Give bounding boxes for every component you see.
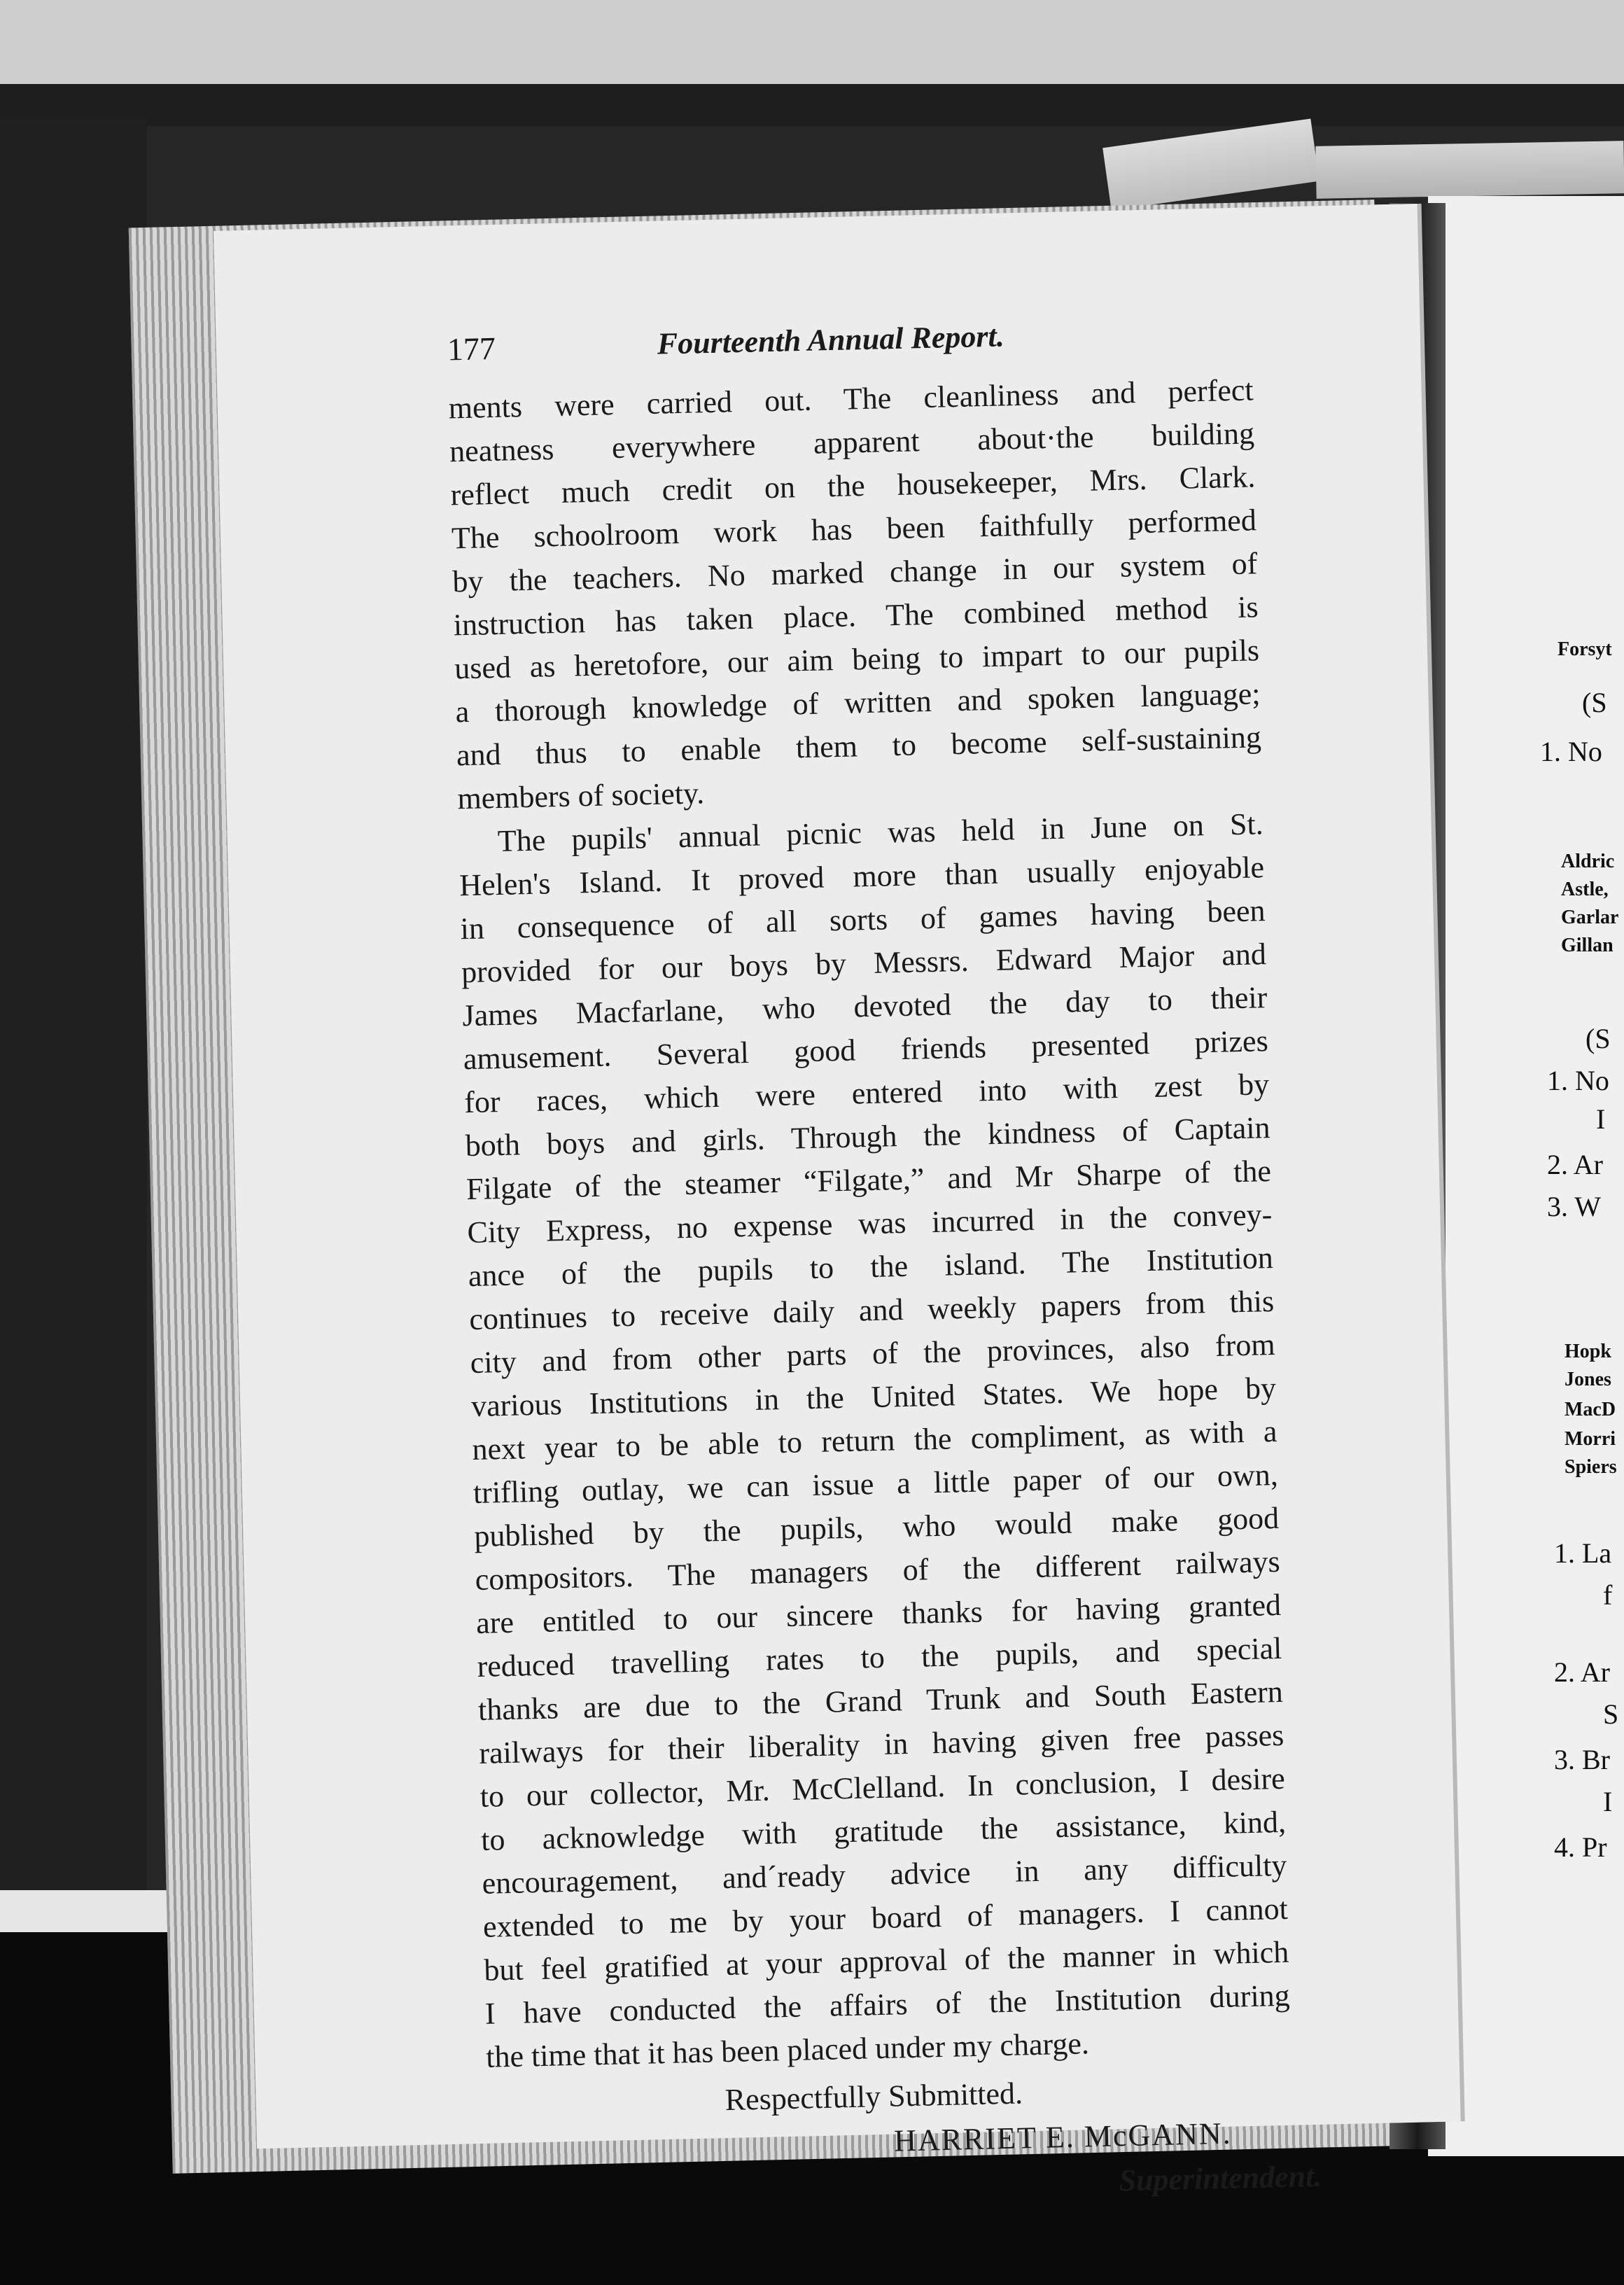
text-line: are entitled to our sincere thanks for having granted (475, 1587, 1282, 1640)
text-line: ments were carried out. The cleanliness and perfect (448, 372, 1254, 426)
text-line: thanks are due to the Grand Trunk and South Eastern (477, 1674, 1284, 1727)
right-fragment: Morri (1564, 1428, 1616, 1450)
text-line: by the teachers. No marked change in our system of (451, 546, 1258, 599)
right-fragment: Forsyt (1558, 638, 1612, 660)
right-fragment: 2. Ar (1554, 1656, 1610, 1688)
text-line: The pupils' annual picnic was held in June on St. (497, 806, 1264, 859)
text-line: railways for their liberality in having given free passes (478, 1717, 1284, 1770)
right-fragment: Astle, (1561, 879, 1609, 900)
text-line: and thus to enable them to become self-sustaining (456, 720, 1262, 773)
text-line: Filgate of the steamer “Filgate,” and Mr Sharpe of the (465, 1154, 1272, 1207)
text-line: amusement. Several good friends presented prizes (463, 1023, 1269, 1077)
right-fragment: f (1603, 1579, 1613, 1611)
text-line: ance of the pupils to the island. The Institution (468, 1241, 1274, 1294)
right-fragment: Gillan (1561, 935, 1614, 956)
text-line: but feel gratified at your approval of the manner in which (483, 1934, 1289, 1987)
text-line: instruction has taken place. The combined method is (453, 589, 1259, 643)
text-line: to our collector, Mr. McClelland. In conclusion, I desire (479, 1761, 1286, 1814)
text-line: for races, which were entered into with zest by (463, 1067, 1270, 1120)
text-line: both boys and girls. Through the kindness of Captain (465, 1110, 1270, 1164)
page-number: 177 (447, 330, 496, 368)
text-line: members of society. (456, 776, 705, 816)
page-content (447, 312, 1322, 2217)
right-fragment: Hopk (1564, 1341, 1611, 1362)
right-fragment: 3. W (1547, 1191, 1602, 1222)
top-dark-strip (0, 84, 1624, 126)
right-fragment: 4. Pr (1554, 1831, 1607, 1863)
running-head: Fourteenth Annual Report. (657, 319, 1005, 361)
text-line: in consequence of all sorts of games having been (460, 893, 1266, 946)
right-fragment: Aldric (1561, 851, 1615, 872)
text-line: used as heretofore, our aim being to impart to our pupils (454, 633, 1260, 686)
text-line: next year to be able to return the compliment, as with a (472, 1413, 1278, 1467)
right-fragment: 2. Ar (1547, 1149, 1603, 1180)
closing-salutation: Respectfully Submitted. (724, 2076, 1023, 2118)
right-fragment: I (1596, 1103, 1606, 1135)
text-line: I have conducted the affairs of the Institution during (484, 1978, 1291, 2031)
left-page (214, 204, 1461, 2198)
right-fragment: Jones (1564, 1369, 1611, 1390)
text-line: reflect much credit on the housekeeper, Mrs. Clark. (450, 459, 1256, 512)
text-line: various Institutions in the United States. We hope by (470, 1370, 1277, 1424)
text-line: neatness everywhere apparent about·the building (449, 416, 1255, 469)
text-line: provided for our boys by Messrs. Edward Major and (461, 937, 1267, 990)
text-line: City Express, no expense was incurred in the convey- (466, 1197, 1273, 1250)
right-fragment: 1. No (1540, 736, 1602, 767)
right-fragment: Garlar (1561, 907, 1619, 928)
right-fragment: (S (1582, 687, 1607, 718)
bookmark-ribbon-right (1315, 141, 1624, 199)
text-line: The schoolroom work has been faithfully performed (451, 503, 1257, 556)
signatory-name: HARRIET E. McGANN. (893, 2116, 1233, 2158)
text-line: James Macfarlane, who devoted the day to their (461, 980, 1268, 1033)
right-fragment: (S (1586, 1023, 1611, 1054)
right-fragment: I (1603, 1786, 1613, 1817)
right-fragment: Spiers (1564, 1456, 1617, 1478)
right-fragment: MacD (1564, 1399, 1616, 1420)
bookmark-ribbon (1102, 119, 1320, 211)
text-line: reduced travelling rates to the pupils, and special (477, 1630, 1282, 1684)
text-line: encouragement, and´ready advice in any difficulty (482, 1847, 1287, 1901)
right-fragment: 1. La (1554, 1537, 1612, 1569)
text-line: to acknowledge with gratitude the assistance, kind, (480, 1804, 1287, 1857)
left-background (0, 119, 147, 1939)
right-page (1428, 196, 1624, 2156)
text-line: trifling outlay, we can issue a little paper of our own, (472, 1457, 1279, 1511)
right-fragment: S (1603, 1698, 1619, 1730)
right-fragment: 1. No (1547, 1065, 1609, 1096)
text-line: Helen's Island. It proved more than usually enjoyable (458, 850, 1265, 903)
text-line: extended to me by your board of managers. I cannot (482, 1891, 1289, 1944)
text-line: a thorough knowledge of written and spoken language; (455, 676, 1261, 729)
signatory-title: Superintendent. (1118, 2158, 1322, 2198)
text-line: continues to receive daily and weekly papers from this (468, 1284, 1275, 1337)
body-text (448, 368, 1292, 2078)
closing-block (486, 2065, 1322, 2218)
text-line: published by the pupils, who would make good (473, 1500, 1280, 1554)
text-line: the time that it has been placed under my charge. (485, 2026, 1090, 2074)
right-fragment: 3. Br (1554, 1744, 1610, 1775)
text-line: compositors. The managers of the different railways (475, 1544, 1281, 1598)
text-line: city and from other parts of the provinces, also from (470, 1327, 1276, 1381)
